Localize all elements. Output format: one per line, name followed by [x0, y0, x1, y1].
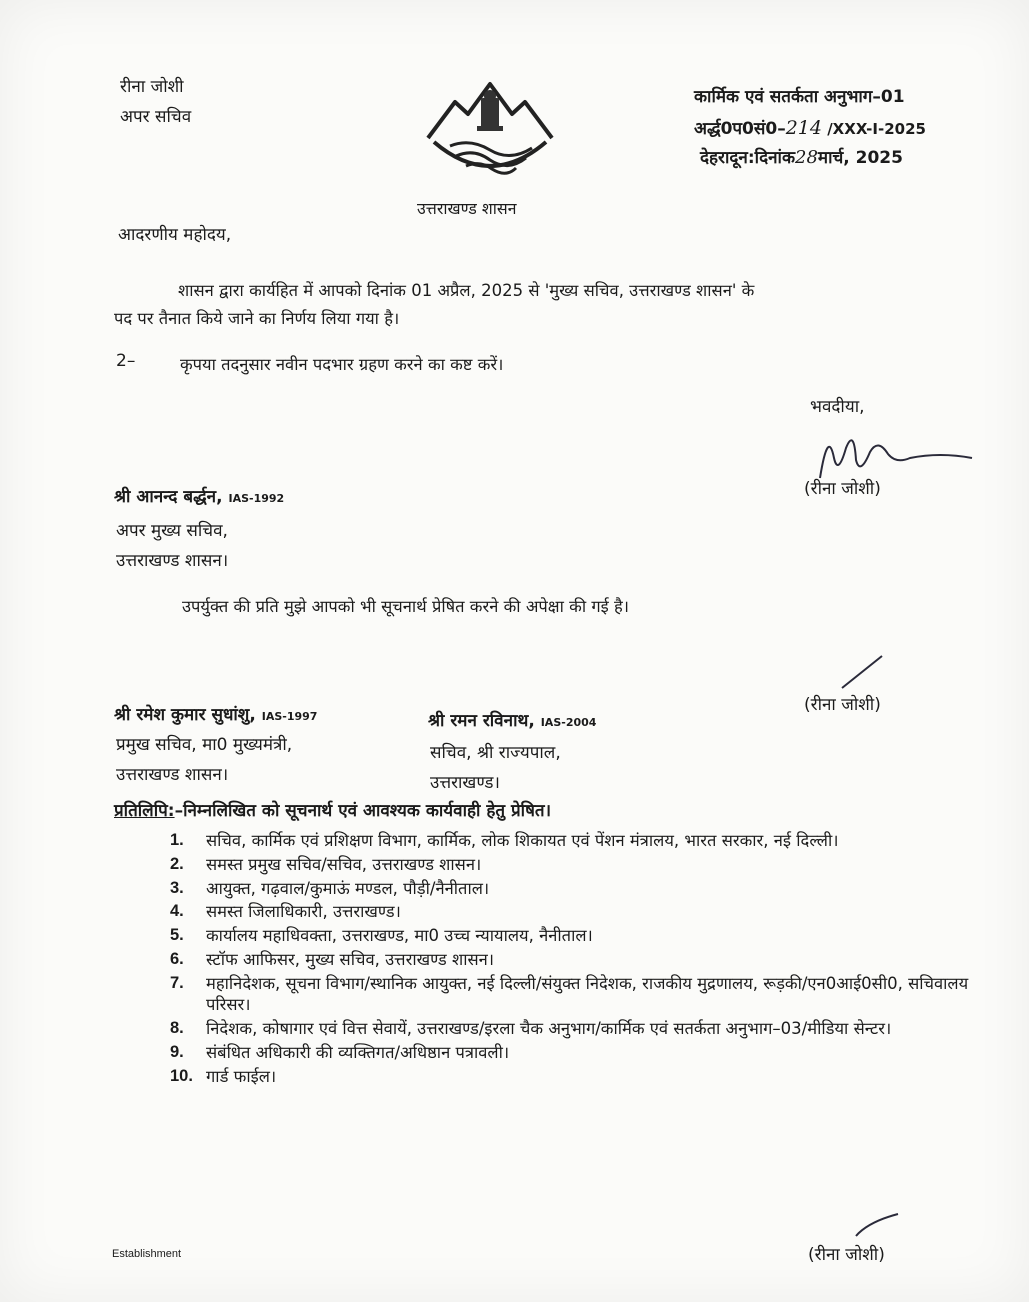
signature-name-1: (रीना जोशी) — [804, 479, 881, 499]
copy-note: उपर्युक्त की प्रति मुझे आपको भी सूचनार्थ प्रेषित करने की अपेक्षा की गई है। — [182, 597, 629, 616]
list-item-text: समस्त जिलाधिकारी, उत्तराखण्ड। — [206, 902, 401, 922]
department-line: कार्मिक एवं सतर्कता अनुभाग–01 — [694, 87, 905, 107]
list-item-text: गार्ड फाईल। — [206, 1066, 277, 1086]
date-suffix: मार्च, 2025 — [817, 148, 903, 168]
para1-line2: पद पर तैनात किये जाने का निर्णय लिया गया है। — [114, 309, 400, 328]
list-item-number: 10. — [170, 1066, 193, 1085]
list-item-text: सचिव, कार्मिक एवं प्रशिक्षण विभाग, कार्मिक, लोक शिकायत एवं पेंशन मंत्रालय, भारत सरकार, नई दिल्ली। — [206, 831, 839, 850]
list-item — [170, 1042, 970, 1064]
ref-handwritten: 214 — [785, 117, 822, 139]
signature-mark-2 — [836, 652, 896, 692]
list-item-text: स्टॉफ आफिसर, मुख्य सचिव, उत्तराखण्ड शासन। — [206, 949, 495, 969]
list-item — [170, 830, 970, 852]
list-item — [170, 949, 970, 971]
emblem-caption: उत्तराखण्ड शासन — [417, 199, 517, 218]
addressee-office: उत्तराखण्ड शासन। — [116, 551, 229, 571]
addressee-name — [114, 486, 284, 509]
list-item-text: महानिदेशक, सूचना विभाग/स्थानिक आयुक्त, नई दिल्ली/संयुक्त निदेशक, राजकीय मुद्रणालय, रूड़की/एन0आई0सी0, सचिवालय परिसर। — [206, 973, 969, 1015]
signature-name-2: (रीना जोशी) — [804, 695, 881, 715]
cc-left-batch: IAS-1997 — [261, 710, 318, 723]
list-item-number: 1. — [170, 831, 184, 849]
addressee-batch: IAS-1992 — [228, 492, 285, 505]
ref-prefix: अर्द्ध0प0सं0– — [694, 119, 786, 139]
reference-number — [694, 116, 926, 142]
list-item-number: 9. — [170, 1042, 184, 1061]
list-item-number: 7. — [170, 973, 184, 992]
cc-right-office: उत्तराखण्ड। — [430, 773, 500, 793]
salutation: आदरणीय महोदय, — [118, 225, 232, 245]
list-item-text: आयुक्त, गढ़वाल/कुमाऊं मण्डल, पौड़ी/नैनीताल। — [206, 878, 490, 898]
cc-right-name — [428, 710, 596, 733]
list-item-text: कार्यालय महाधिवक्ता, उत्तराखण्ड, मा0 उच्च न्यायालय, नैनीताल। — [206, 926, 593, 946]
copy-list — [170, 830, 970, 1089]
list-item — [170, 878, 970, 900]
uttarakhand-emblem-icon — [420, 80, 560, 200]
sender-name: रीना जोशी — [120, 77, 184, 97]
list-item-text: संबंधित अधिकारी की व्यक्तिगत/अधिष्ठान पत्रावली। — [206, 1042, 510, 1062]
signature-name-3: (रीना जोशी) — [808, 1245, 885, 1265]
cc-left-name-text: श्री रमेश कुमार सुधांशु, — [114, 705, 256, 725]
ref-suffix: /XXX-I-2025 — [821, 120, 926, 138]
list-item-text: समस्त प्रमुख सचिव/सचिव, उत्तराखण्ड शासन। — [206, 854, 482, 874]
cc-right-designation: सचिव, श्री राज्यपाल, — [430, 743, 561, 763]
copy-list-heading-text: –निम्नलिखित को सूचनार्थ एवं आवश्यक कार्यवाही हेतु प्रेषित। — [174, 801, 552, 821]
list-item-number: 5. — [170, 926, 184, 945]
sender-title: अपर सचिव — [120, 107, 192, 127]
list-item — [170, 854, 970, 876]
cc-right-name-text: श्री रमन रविनाथ, — [428, 711, 535, 731]
list-item — [170, 901, 970, 923]
list-item-text: निदेशक, कोषागार एवं वित्त सेवायें, उत्तराखण्ड/इरला चैक अनुभाग/कार्मिक एवं सतर्कता अनुभाग–03/मीडिया सेन्टर। — [206, 1019, 892, 1039]
list-item-number: 6. — [170, 949, 184, 968]
para2-text: कृपया तदनुसार नवीन पदभार ग्रहण करने का कष्ट करें। — [180, 355, 504, 374]
date-prefix: देहरादून:दिनांक — [700, 148, 795, 168]
list-item-number: 8. — [170, 1019, 184, 1038]
list-item — [170, 1066, 970, 1088]
cc-left-name — [114, 704, 317, 727]
list-item-number: 3. — [170, 878, 184, 897]
letter-date — [700, 146, 903, 170]
copy-list-label: प्रतिलिपि: — [114, 801, 175, 821]
list-item — [170, 1018, 970, 1040]
date-handwritten: 28 — [795, 147, 818, 168]
list-item-number: 4. — [170, 902, 184, 921]
para2-number: 2– — [116, 351, 136, 371]
cc-left-designation: प्रमुख सचिव, मा0 मुख्यमंत्री, — [116, 735, 293, 755]
signature-mark-3 — [850, 1210, 910, 1240]
closing: भवदीया, — [810, 397, 865, 417]
cc-left-office: उत्तराखण्ड शासन। — [116, 765, 229, 785]
cc-right-batch: IAS-2004 — [540, 716, 597, 729]
establishment-label: Establishment — [112, 1248, 182, 1260]
list-item — [170, 973, 970, 1017]
list-item — [170, 925, 970, 947]
list-item-number: 2. — [170, 854, 184, 873]
copy-list-heading — [114, 800, 551, 823]
addressee-name-text: श्री आनन्द बर्द्धन, — [114, 487, 223, 507]
para1-line1: शासन द्वारा कार्यहित में आपको दिनांक 01 अप्रैल, 2025 से 'मुख्य सचिव, उत्तराखण्ड शासन' के — [178, 281, 755, 300]
addressee-designation: अपर मुख्य सचिव, — [116, 521, 228, 541]
